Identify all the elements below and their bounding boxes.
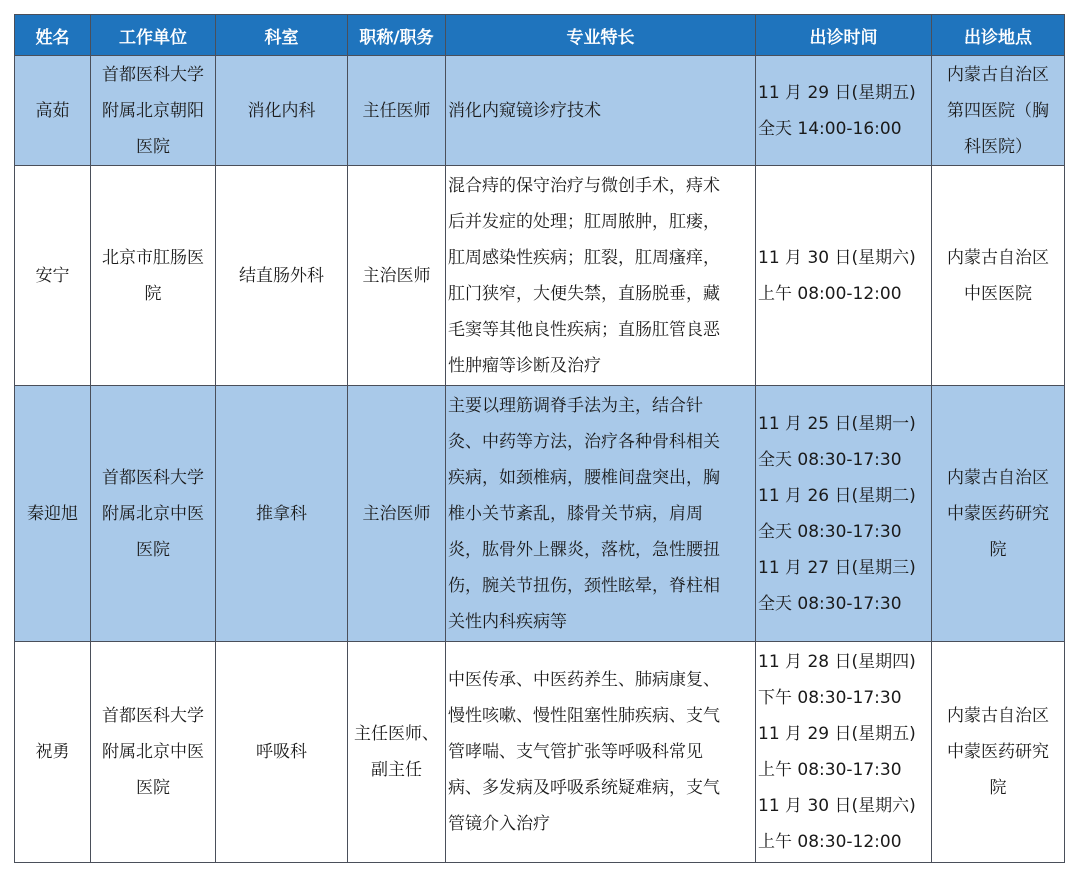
work-unit: 首都医科大学 附属北京中医 医院 bbox=[91, 642, 216, 863]
clinic-time: 11 月 30 日(星期六) 上午 08:00-12:00 bbox=[756, 166, 932, 386]
doctor-name: 祝勇 bbox=[15, 642, 91, 863]
clinic-place: 内蒙古自治区 第四医院（胸 科医院） bbox=[932, 56, 1065, 166]
header-name: 姓名 bbox=[15, 15, 91, 56]
specialty: 消化内窥镜诊疗技术 bbox=[446, 56, 756, 166]
clinic-time: 11 月 28 日(星期四) 下午 08:30-17:30 11 月 29 日(星期五) 上午 08:30-17:30 11 月 30 日(星期六) 上午 08:30-12:00 bbox=[756, 642, 932, 863]
header-row bbox=[15, 15, 1065, 56]
specialty: 中医传承、中医药养生、肺病康复、 慢性咳嗽、慢性阻塞性肺疾病、支气 管哮喘、支气管扩张等呼吸科常见 病、多发病及呼吸系统疑难病，支气 管镜介入治疗 bbox=[446, 642, 756, 863]
header-specialty: 专业特长 bbox=[446, 15, 756, 56]
doctor-name: 高茹 bbox=[15, 56, 91, 166]
table-row bbox=[15, 642, 1065, 863]
work-unit: 首都医科大学 附属北京中医 医院 bbox=[91, 386, 216, 642]
job-title: 主治医师 bbox=[348, 386, 446, 642]
clinic-place: 内蒙古自治区 中医医院 bbox=[932, 166, 1065, 386]
clinic-place: 内蒙古自治区 中蒙医药研究 院 bbox=[932, 642, 1065, 863]
table-row bbox=[15, 386, 1065, 642]
table-row bbox=[15, 56, 1065, 166]
header-title: 职称/职务 bbox=[348, 15, 446, 56]
schedule-table bbox=[14, 14, 1065, 863]
department: 结直肠外科 bbox=[216, 166, 348, 386]
header-unit: 工作单位 bbox=[91, 15, 216, 56]
department: 推拿科 bbox=[216, 386, 348, 642]
header-time: 出诊时间 bbox=[756, 15, 932, 56]
job-title: 主任医师、 副主任 bbox=[348, 642, 446, 863]
department: 呼吸科 bbox=[216, 642, 348, 863]
header-place: 出诊地点 bbox=[932, 15, 1065, 56]
doctor-name: 秦迎旭 bbox=[15, 386, 91, 642]
header-dept: 科室 bbox=[216, 15, 348, 56]
clinic-place: 内蒙古自治区 中蒙医药研究 院 bbox=[932, 386, 1065, 642]
work-unit: 北京市肛肠医 院 bbox=[91, 166, 216, 386]
job-title: 主任医师 bbox=[348, 56, 446, 166]
work-unit: 首都医科大学 附属北京朝阳 医院 bbox=[91, 56, 216, 166]
table-row bbox=[15, 166, 1065, 386]
specialty: 主要以理筋调脊手法为主，结合针 灸、中药等方法，治疗各种骨科相关 疾病，如颈椎病，腰椎间盘突出，胸 椎小关节紊乱，膝骨关节病，肩周 炎，肱骨外上髁炎，落枕，急性腰扭 伤，腕关节扭伤，颈性眩晕，脊柱相 关性内科疾病等 bbox=[446, 386, 756, 642]
specialty: 混合痔的保守治疗与微创手术，痔术 后并发症的处理；肛周脓肿，肛瘘， 肛周感染性疾病；肛裂，肛周瘙痒， 肛门狭窄，大便失禁，直肠脱垂，藏 毛窦等其他良性疾病；直肠肛管良恶 性肿瘤等诊断及治疗 bbox=[446, 166, 756, 386]
doctor-name: 安宁 bbox=[15, 166, 91, 386]
clinic-time: 11 月 29 日(星期五) 全天 14:00-16:00 bbox=[756, 56, 932, 166]
clinic-time: 11 月 25 日(星期一) 全天 08:30-17:30 11 月 26 日(星期二) 全天 08:30-17:30 11 月 27 日(星期三) 全天 08:30-17:30 bbox=[756, 386, 932, 642]
job-title: 主治医师 bbox=[348, 166, 446, 386]
department: 消化内科 bbox=[216, 56, 348, 166]
